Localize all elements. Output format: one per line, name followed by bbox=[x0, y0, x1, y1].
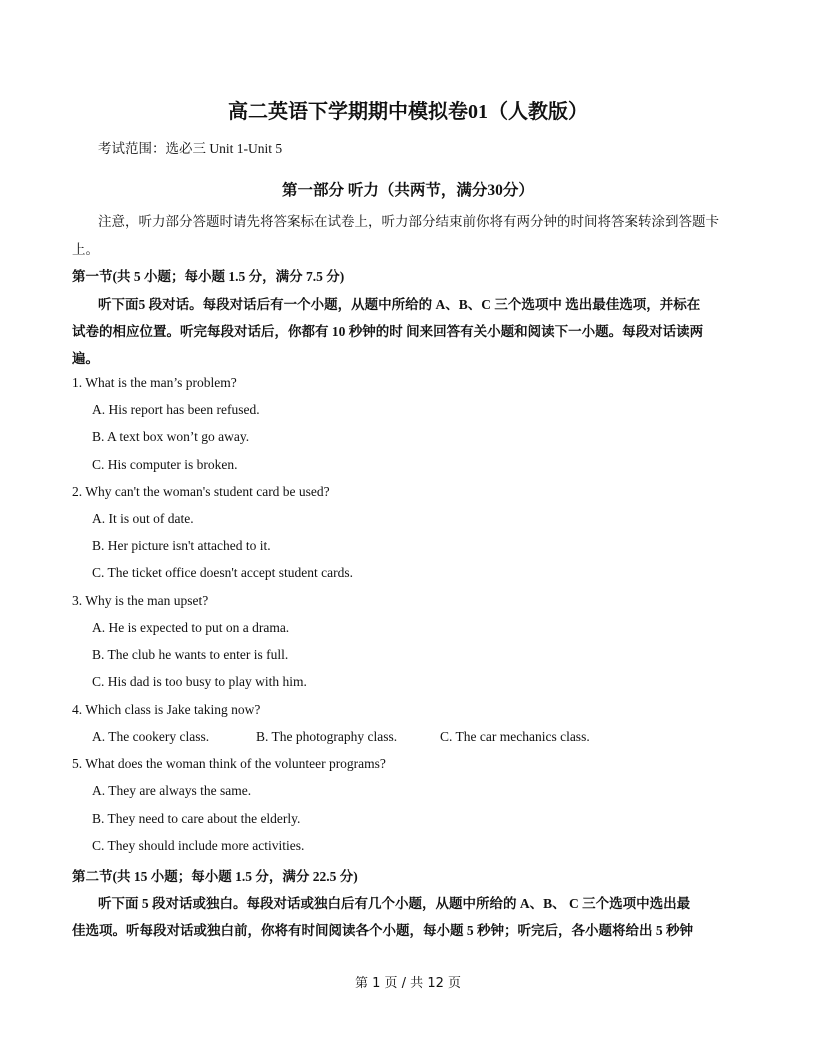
part1-heading: 第一部分 听力（共两节，满分30分） bbox=[282, 182, 534, 199]
option: A. His report has been refused. bbox=[92, 402, 260, 417]
option: B. The photography class. bbox=[256, 729, 398, 744]
section1-instructions: 听下面5 段对话。每段对话后有一个小题，从题中所给的 A、B、C 三个选项中 选出最佳选项，并标在 bbox=[98, 297, 701, 312]
option: C. They should include more activities. bbox=[92, 838, 305, 853]
section2-heading: 第二节(共 15 小题；每小题 1.5 分，满分 22.5 分) bbox=[72, 869, 358, 884]
question-1: 1. What is the man’s problem? bbox=[72, 375, 237, 390]
document-title: 高二英语下学期期中模拟卷01（人教版） bbox=[228, 101, 588, 123]
section1-instructions: 遍。 bbox=[72, 351, 99, 366]
exam-scope: 考试范围：选必三 Unit 1-Unit 5 bbox=[98, 141, 283, 156]
option: C. The car mechanics class. bbox=[440, 729, 590, 744]
option: A. They are always the same. bbox=[92, 783, 252, 798]
notice-line: 注意，听力部分答题时请先将答案标在试卷上，听力部分结束前你将有两分钟的时间将答案转涂到答题卡 bbox=[98, 214, 719, 229]
option: A. He is expected to put on a drama. bbox=[92, 620, 290, 635]
notice-line: 上。 bbox=[72, 242, 99, 257]
section1-instructions: 试卷的相应位置。听完每段对话后，你都有 10 秒钟的时 间来回答有关小题和阅读下一小题。每段对话读两 bbox=[72, 324, 704, 339]
option: B. Her picture isn't attached to it. bbox=[92, 538, 271, 553]
option: B. A text box won’t go away. bbox=[92, 429, 250, 444]
page-footer: 第 1 页 / 共 12 页 bbox=[355, 976, 461, 991]
option: B. They need to care about the elderly. bbox=[92, 811, 301, 826]
option: C. The ticket office doesn't accept student cards. bbox=[92, 565, 353, 580]
question-4: 4. Which class is Jake taking now? bbox=[72, 702, 261, 717]
option: A. The cookery class. bbox=[92, 729, 210, 744]
section2-instructions: 听下面 5 段对话或独白。每段对话或独白后有几个小题，从题中所给的 A、B、 C 三个选项中选出最 bbox=[98, 896, 691, 911]
question-5: 5. What does the woman think of the volunteer programs? bbox=[72, 756, 386, 771]
question-2: 2. Why can't the woman's student card be used? bbox=[72, 484, 330, 499]
option: A. It is out of date. bbox=[92, 511, 194, 526]
option: C. His computer is broken. bbox=[92, 457, 238, 472]
section1-heading: 第一节(共 5 小题；每小题 1.5 分，满分 7.5 分) bbox=[72, 269, 345, 284]
option: C. His dad is too busy to play with him. bbox=[92, 674, 307, 689]
section2-instructions: 佳选项。听每段对话或独白前，你将有时间阅读各个小题，每小题 5 秒钟；听完后，各小题将给出 5 秒钟 bbox=[72, 923, 693, 938]
question-3: 3. Why is the man upset? bbox=[72, 593, 209, 608]
option: B. The club he wants to enter is full. bbox=[92, 647, 289, 662]
